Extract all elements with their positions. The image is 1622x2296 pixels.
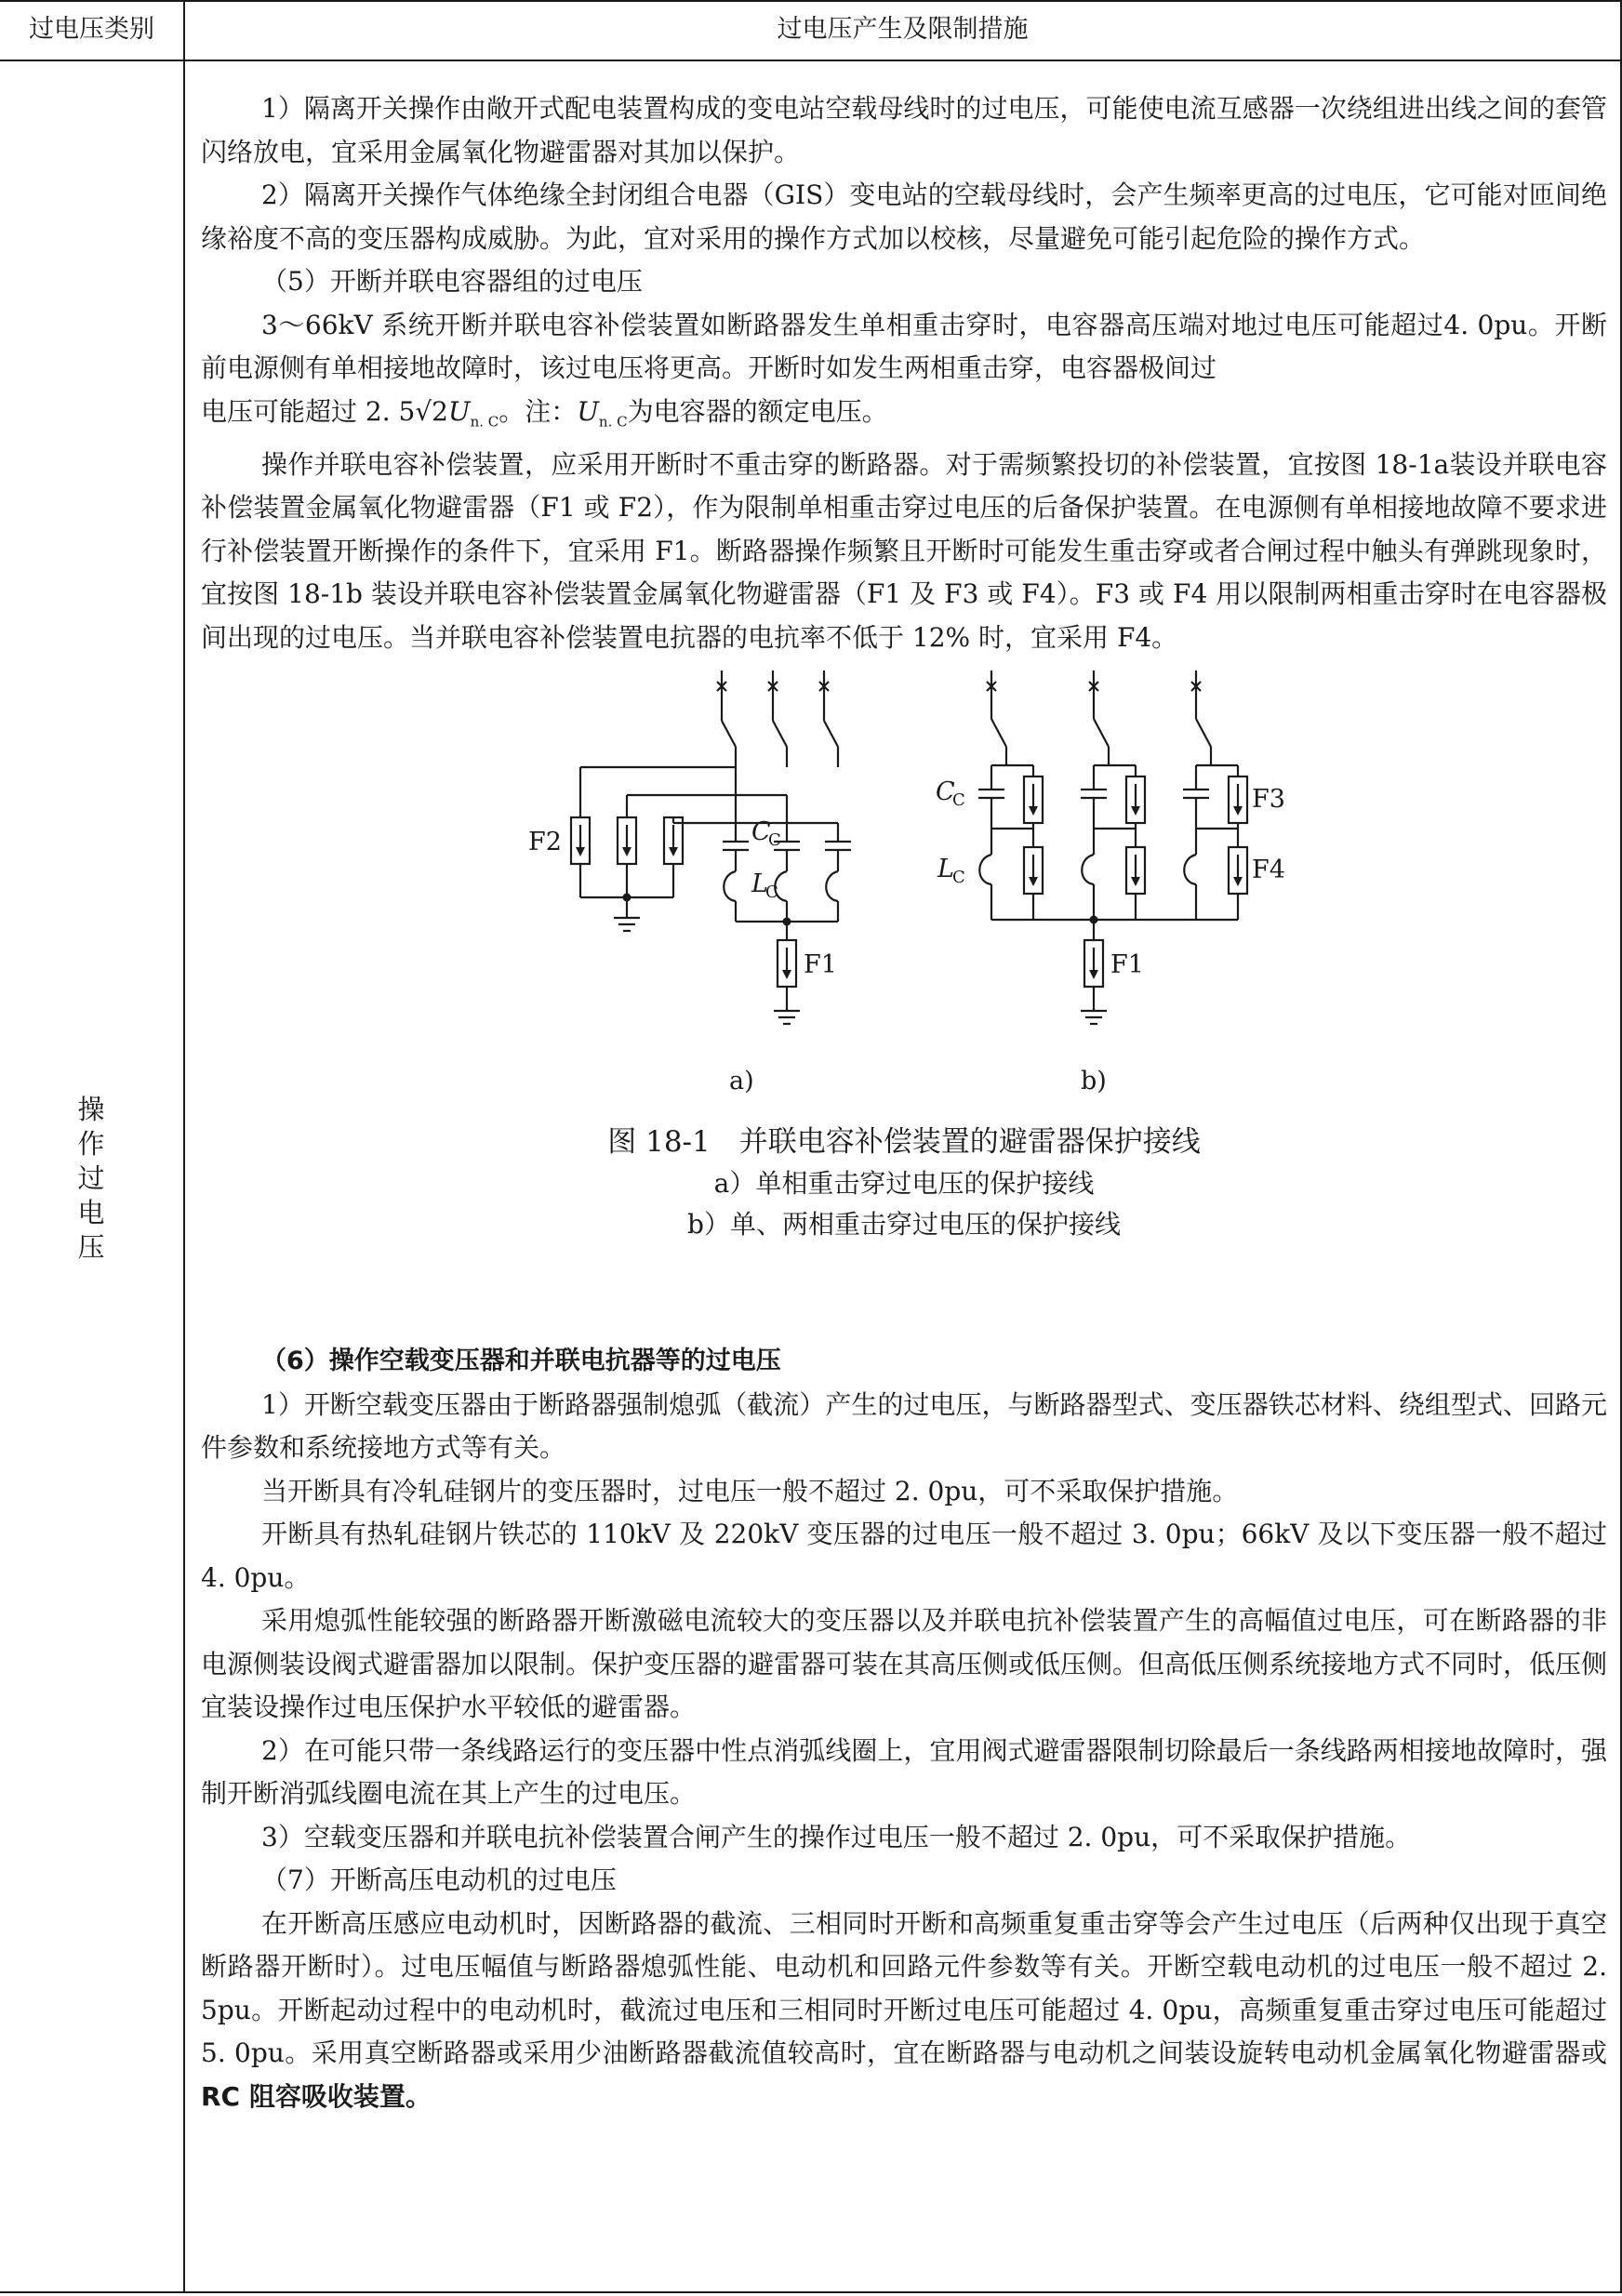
paragraph: 2）隔离开关操作气体绝缘全封闭组合电器（GIS）变电站的空载母线时，会产生频率更高的过电压，它可能对匝间绝缘裕度不高的变压器构成威胁。为此，宜对采用的操作方式加以校核，尽量避免可能引起危险的操作方式。 (201, 179, 1607, 254)
label-Cc-b: C (936, 777, 955, 807)
section-heading-7: （7）开断高压电动机的过电压 (261, 1865, 617, 1896)
label-F1-a: F1 (804, 950, 837, 980)
label-F3: F3 (1252, 785, 1285, 815)
header-category: 过电压类别 (29, 15, 154, 44)
paragraph: 当开断具有冷轧硅钢片的变压器时，过电压一般不超过 2. 0pu，可不采取保护措施。 (261, 1475, 1239, 1506)
figure-subcaption-b: b）单、两相重击穿过电压的保护接线 (687, 1209, 1121, 1241)
paragraph: 3）空载变压器和并联电抗补偿装置合闸产生的操作过电压一般不超过 2. 0pu，可不采取保护措施。 (261, 1821, 1412, 1852)
paragraph: 操作并联电容补偿装置，应采用开断时不重击穿的断路器。对于需频繁投切的补偿装置，宜按图 18-1a装设并联电容补偿装置金属氧化物避雷器（F1 或 F2），作为限制单相重击穿过电压的后备保护装置。在电源侧有单相接地故障不要求进行补偿装置开断操作的条件下，宜采用 F1。断路器操作频繁且开断时可能发生重击穿或者合闸过程中触头有弹跳现象时，宜按图 18-1b 装设并联电容补偿装置金属氧化物避雷器（F1 及 F3 或 F4）。F3 或 F4 用以限制两相重击穿时在电容器极间出现的过电压。当并联电容补偿装置电抗器的电抗率不低于 12% 时，宜采用 F4。 (201, 448, 1607, 653)
section-heading: （5）开断并联电容器组的过电压 (261, 266, 643, 297)
bold-rc: RC 阻容吸收装置。 (201, 2080, 432, 2112)
paragraph: 3～66kV 系统开断并联电容补偿装置如断路器发生单相重击穿时，电容器高压端对地过电压可能超过4. 0pu。开断前电源侧有单相接地故障时，该过电压将更高。开断时如发生两相重击穿，电容器极间过 (201, 309, 1607, 383)
section-heading-6: （6）操作空载变压器和并联电抗器等的过电压 (261, 1347, 781, 1376)
figure-subcaption-a: a）单相重击穿过电压的保护接线 (713, 1168, 1095, 1200)
paragraph-last: 在开断高压感应电动机时，因断路器的截流、三相同时开断和高频重复重击穿等会产生过电压（后两种仅出现于真空断路器开断时）。过电压幅值与断路器熄弧性能、电动机和回路元件参数等有关。开断空载电动机的过电压一般不超过 2. 5pu。开断起动过程中的电动机时，截流过电压和三相同时开断过电压可能超过 4. 0pu，高频重复重击穿过电压可能超过 5. 0pu。采用真空断路器或采用少油断路器截流值较高时，宜在断路器与电动机之间装设旋转电动机金属氧化物避雷器或RC 阻容吸收装置。 (201, 1907, 1607, 2112)
label-F4: F4 (1252, 856, 1285, 885)
paragraph: 2）在可能只带一条线路运行的变压器中性点消弧线圈上，宜用阀式避雷器限制切除最后一条线路两相接地故障时，强制开断消弧线圈电流在其上产生的过电压。 (201, 1734, 1607, 1810)
formula-paragraph: 电压可能超过 2. $5√2U_{n. C}$。注：$U_{n. C}$为电容器的额定电压。 (201, 395, 888, 431)
label-F1-b: F1 (1110, 950, 1144, 980)
figure-title: 图 18-1 并联电容补偿装置的避雷器保护接线 (607, 1125, 1201, 1160)
paragraph: 采用熄弧性能较强的断路器开断激磁电流较大的变压器以及并联电抗补偿装置产生的高幅值过电压，可在断路器的非电源侧装设阀式避雷器加以限制。保护变压器的避雷器可装在其高压侧或低压侧。但高低压侧系统接地方式不同时，低压侧宜装设操作过电压保护水平较低的避雷器。 (201, 1605, 1608, 1723)
label-Lc-b-sub: C (952, 868, 965, 888)
label-Lc-a-sub: C (765, 883, 778, 903)
label-tag-b: b) (1081, 1067, 1107, 1096)
label-Lc-a: L (751, 869, 768, 899)
label-Cc-a-sub: C (768, 830, 781, 851)
header-description: 过电压产生及限制措施 (777, 15, 1029, 44)
category-label: 操作过电压 (77, 1094, 105, 1263)
content-cell (201, 87, 1607, 2118)
label-F2: F2 (528, 828, 562, 857)
label-Cc-a: C (751, 817, 771, 847)
paragraph: 开断具有热轧硅钢片铁芯的 110kV 及 220kV 变压器的过电压一般不超过 3. 0pu；66kV 及以下变压器一般不超过 4. 0pu。 (201, 1519, 1607, 1593)
paragraph: 1）隔离开关操作由敞开式配电装置构成的变电站空载母线时的过电压，可能使电流互感器一次绕组进出线之间的套管闪络放电，宜采用金属氧化物避雷器对其加以保护。 (201, 93, 1607, 167)
label-Lc-b: L (937, 855, 954, 884)
figure-18-1 (201, 665, 1607, 1334)
label-tag-a: a) (729, 1067, 754, 1096)
sqrt-symbol: √2 (415, 395, 448, 427)
paragraph: 1）开断空载变压器由于断路器强制熄弧（截流）产生的过电压，与断路器型式、变压器铁芯材料、绕组型式、回路元件参数和系统接地方式等有关。 (201, 1388, 1607, 1464)
label-Cc-b-sub: C (952, 790, 965, 811)
